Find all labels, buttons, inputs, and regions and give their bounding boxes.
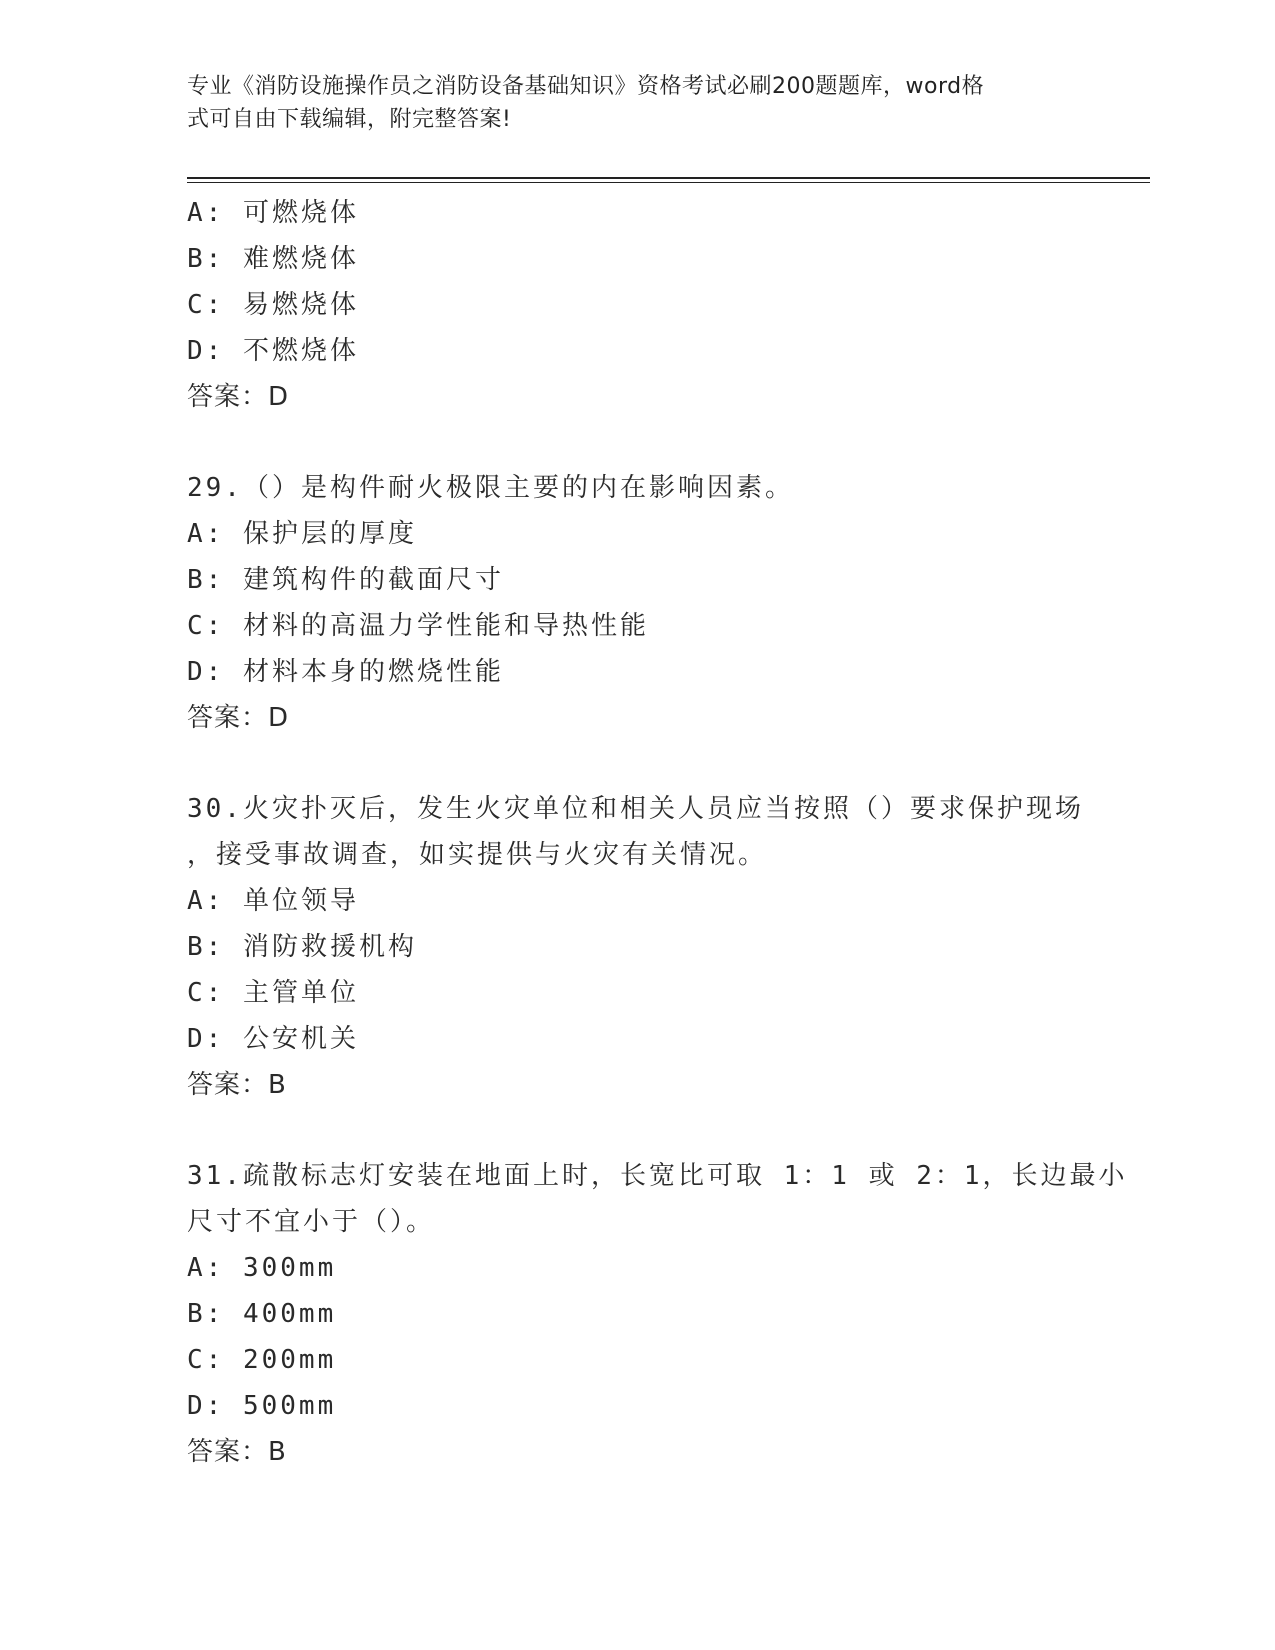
question-31 [187, 1153, 1128, 1475]
option-a: A: 保护层的厚度 [187, 519, 417, 549]
question-stem-continued: ，接受事故调查，如实提供与火灾有关情况。 [187, 840, 768, 870]
question-stem: 31.疏散标志灯安装在地面上时，长宽比可取 1：1 或 2：1，长边最小 [187, 1161, 1128, 1191]
option-b: B: 消防救援机构 [187, 932, 417, 962]
answer-line: 答案：D [187, 703, 290, 733]
spacer [187, 741, 1087, 786]
option-d: D: 公安机关 [187, 1024, 359, 1054]
question-stem: 29.（）是构件耐火极限主要的内在影响因素。 [187, 473, 794, 503]
option-a: A: 单位领导 [187, 886, 359, 916]
header-line-1: 专业《消防设施操作员之消防设备基础知识》资格考试必刷200题题库，word格 [187, 74, 985, 99]
option-d: D: 不燃烧体 [187, 336, 359, 366]
option-c: C: 易燃烧体 [187, 290, 359, 320]
option-c: C: 材料的高温力学性能和导热性能 [187, 611, 649, 641]
spacer [187, 1108, 1087, 1153]
answer-line: 答案：B [187, 1437, 287, 1467]
option-b: B: 建筑构件的截面尺寸 [187, 565, 504, 595]
option-c: C: 主管单位 [187, 978, 359, 1008]
option-b: B: 难燃烧体 [187, 244, 359, 274]
option-a: A: 300mm [187, 1253, 337, 1283]
question-30 [187, 786, 1087, 1108]
question-stem-continued: 尺寸不宜小于（）。 [187, 1207, 436, 1237]
option-c: C: 200mm [187, 1345, 337, 1375]
option-d: D: 500mm [187, 1391, 337, 1421]
header-divider-thick [187, 177, 1150, 179]
question-stem: 30.火灾扑灭后，发生火灾单位和相关人员应当按照（）要求保护现场 [187, 794, 1084, 824]
header-line-2: 式可自由下载编辑，附完整答案! [187, 107, 512, 132]
answer-line: 答案：B [187, 1070, 287, 1100]
option-b: B: 400mm [187, 1299, 337, 1329]
question-list [187, 190, 1128, 1475]
answer-line: 答案：D [187, 382, 290, 412]
header-divider-thin [187, 182, 1150, 183]
document-header [187, 70, 1067, 136]
option-d: D: 材料本身的燃烧性能 [187, 657, 504, 687]
option-a: A: 可燃烧体 [187, 198, 359, 228]
spacer [187, 420, 1087, 465]
question-29 [187, 465, 1087, 741]
question-fragment [187, 190, 1087, 420]
